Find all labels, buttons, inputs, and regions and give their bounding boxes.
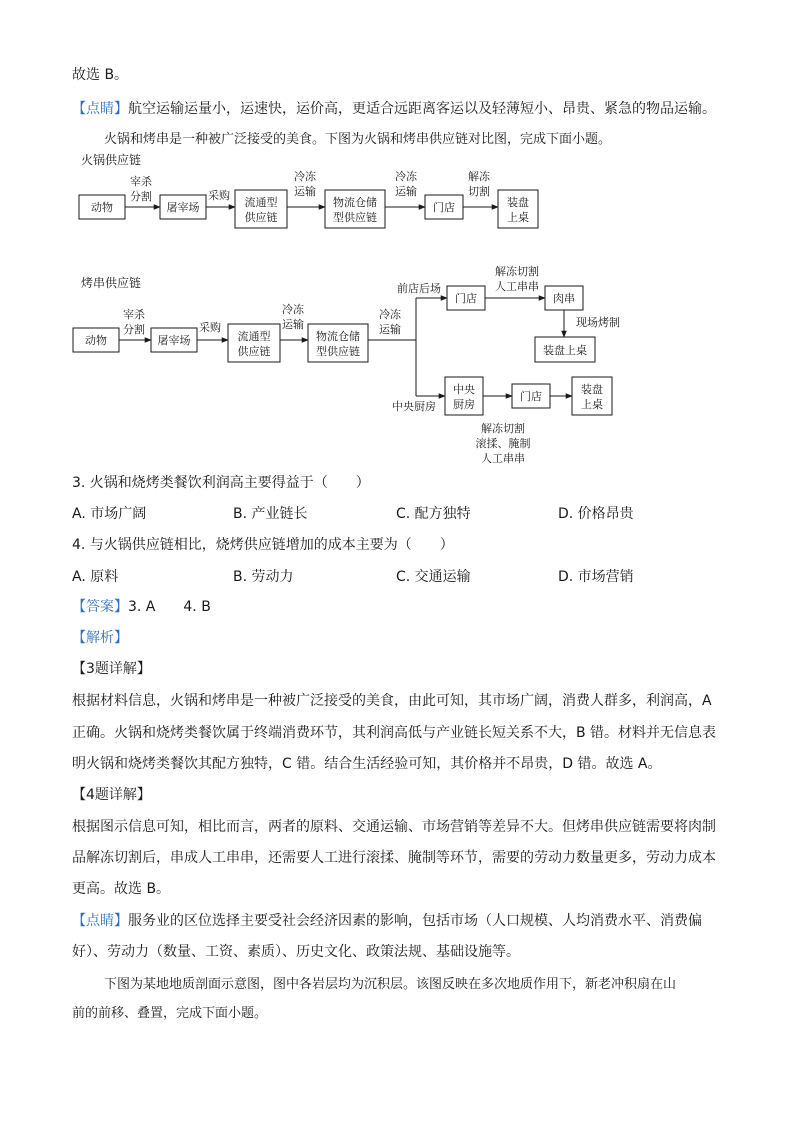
- tip-paragraph: [72, 100, 716, 118]
- answer-text: 3. A 4. B: [128, 599, 211, 615]
- hotpot-store-label: 门店: [433, 201, 455, 214]
- d3-line-2: 正确。火锅和烧烤类餐饮属于终端消费环节，其利润高低与产业链长短关系不大，B 错。材料并无信息表: [72, 725, 717, 741]
- tip2-line-2: 好）、劳动力（数量、工资、素质）、历史文化、政策法规、基础设施等。: [72, 944, 520, 960]
- hotpot-frozen2-2: 运输: [395, 185, 417, 198]
- q3-option-a: A. 市场广阔: [72, 506, 147, 522]
- d4-line-2: 品解冻切割后，串成人工串串，还需要人工进行滚揉、腌制等环节，需要的劳动力数量更多，劳动力成本: [72, 850, 716, 866]
- hotpot-plate-2: 上桌: [507, 211, 529, 224]
- hotpot-purchase: 采购: [208, 189, 230, 202]
- answer-label: 【答案】: [72, 599, 128, 615]
- q3-text: 3. 火锅和烧烤类餐饮利润高主要得益于（ ）: [72, 475, 370, 491]
- hotpot-plate-1: 装盘: [507, 196, 529, 209]
- bbq-plate-full-label: 装盘上桌: [543, 344, 587, 357]
- bbq-store-label: 门店: [455, 292, 477, 305]
- q4-option-d: D. 市场营销: [558, 569, 634, 585]
- bbq-plate-1: 装盘: [581, 383, 603, 396]
- bbq-manual-skewer: 人工串串: [495, 280, 539, 293]
- d4-label: 【4题详解】: [72, 787, 151, 803]
- bbq-frozen-2: 运输: [282, 318, 304, 331]
- q3-option-b: B. 产业链长: [233, 506, 308, 522]
- d3-line-3: 明火锅和烧烤类餐饮其配方独特，C 错。结合生活经验可知，其价格并不昂贵，D 错。故选 A。: [72, 756, 662, 772]
- q4-option-c: C. 交通运输: [396, 569, 471, 585]
- bbq-distribution-1: 流通型: [237, 330, 271, 343]
- bbq-slaughter-label: 屠宰场: [157, 334, 191, 347]
- tip-text: 航空运输运量小，运速快，运价高，更适合远距离客运以及轻薄短小、昂贵、紧急的物品运输。: [128, 101, 716, 117]
- bbq-store2-label: 门店: [520, 390, 542, 403]
- bbq-animal-label: 动物: [85, 334, 107, 347]
- bbq-title: 烤串供应链: [81, 276, 142, 290]
- d3-line-1: 根据材料信息，火锅和烤串是一种被广泛接受的美食，由此可知，其市场广阔，消费人群多，利润高，A: [72, 693, 712, 709]
- hotpot-frozen-1: 冷冻: [294, 170, 316, 183]
- conclusion-text: 故选 B。: [72, 67, 129, 83]
- d3-label: 【3题详解】: [72, 661, 151, 677]
- q3-option-d: D. 价格昂贵: [558, 506, 634, 522]
- answer-line: [72, 598, 211, 616]
- tip-label: 【点睛】: [72, 101, 128, 117]
- bbq-grill: 现场烤制: [576, 316, 620, 329]
- bbq-thaw-cut-2: 解冻切割: [481, 422, 525, 435]
- hotpot-frozen2-1: 冷冻: [395, 170, 417, 183]
- tip2-label: 【点睛】: [72, 913, 128, 929]
- hotpot-thaw-2: 切割: [468, 185, 490, 198]
- next-intro-line-1: 下图为某地地质剖面示意图，图中各岩层均为沉积层。该图反映在多次地质作用下，新老冲积扇在山: [104, 977, 677, 992]
- bbq-kill-2: 分割: [123, 323, 145, 336]
- q4-option-a: A. 原料: [72, 569, 119, 585]
- tip2-text-1: 服务业的区位选择主要受社会经济因素的影响，包括市场（人口规模、人均消费水平、消费偏: [128, 913, 702, 929]
- intro-text: 火锅和烤串是一种被广泛接受的美食。下图为火锅和烤串供应链对比图，完成下面小题。: [104, 132, 612, 147]
- bbq-frozen-1: 冷冻: [282, 303, 304, 316]
- bbq-plate-2: 上桌: [581, 398, 603, 411]
- hotpot-slaughter-label: 屠宰场: [166, 201, 200, 214]
- analysis-label: 【解析】: [72, 630, 128, 646]
- bbq-logistics-1: 物流仓储: [316, 330, 360, 343]
- hotpot-logistics-1: 物流仓储: [333, 196, 377, 209]
- bbq-skewer-label: 肉串: [553, 292, 575, 305]
- hotpot-title: 火锅供应链: [81, 153, 142, 167]
- bbq-thaw-cut: 解冻切割: [495, 265, 539, 278]
- bbq-knead: 滚揉、腌制: [475, 437, 531, 450]
- bbq-logistics-2: 型供应链: [316, 345, 360, 358]
- hotpot-logistics-2: 型供应链: [333, 211, 377, 224]
- tip2-line-1: [72, 912, 702, 930]
- bbq-kitchen-2: 厨房: [453, 398, 475, 411]
- q3-option-c: C. 配方独特: [396, 506, 471, 522]
- hotpot-animal-label: 动物: [91, 201, 113, 214]
- bbq-frozen2-2: 运输: [379, 323, 401, 336]
- bbq-frozen2-1: 冷冻: [379, 308, 401, 321]
- bbq-central-kitchen: 中央厨房: [392, 400, 436, 413]
- d4-line-3: 更高。故选 B。: [72, 881, 171, 897]
- hotpot-frozen-2: 运输: [294, 185, 316, 198]
- bbq-kitchen-1: 中央: [453, 383, 475, 396]
- hotpot-kill-1: 宰杀: [130, 175, 152, 188]
- q4-text: 4. 与火锅供应链相比，烧烤供应链增加的成本主要为（ ）: [72, 537, 454, 553]
- bbq-manual-skewer-2: 人工串串: [481, 452, 525, 465]
- next-intro-line-2: 前的前移、叠置，完成下面小题。: [72, 1006, 268, 1021]
- hotpot-distribution-2: 供应链: [244, 211, 278, 224]
- supply-chain-diagram: [0, 145, 794, 475]
- bbq-kill-1: 宰杀: [123, 308, 145, 321]
- bbq-distribution-2: 供应链: [237, 345, 271, 358]
- hotpot-thaw-1: 解冻: [468, 170, 490, 183]
- q4-option-b: B. 劳动力: [233, 569, 294, 585]
- bbq-front-store: 前店后场: [397, 282, 441, 295]
- d4-line-1: 根据图示信息可知，相比而言，两者的原料、交通运输、市场营销等差异不大。但烤串供应链需要将肉制: [72, 819, 716, 835]
- hotpot-kill-2: 分割: [130, 190, 152, 203]
- bbq-purchase: 采购: [199, 321, 221, 334]
- hotpot-distribution-1: 流通型: [244, 196, 278, 209]
